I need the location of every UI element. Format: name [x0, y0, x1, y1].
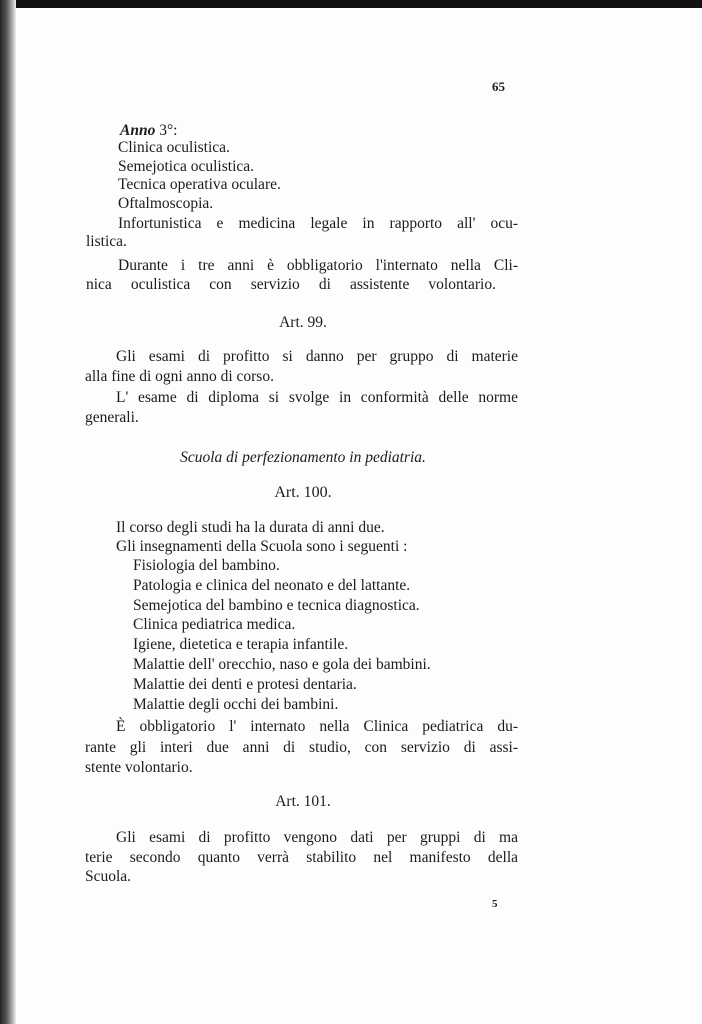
anno-value: 3°:	[159, 122, 178, 139]
course-item: Semejotica del bambino e tecnica diagnostica.	[133, 597, 420, 614]
article-title: Art. 99.	[279, 314, 327, 331]
section-title: Scuola di perfezionamento in pediatria.	[180, 449, 426, 466]
paragraph-line: Gli esami di profitto vengono dati per gruppi di ma	[116, 829, 518, 846]
paragraph-line: alla fine di ogni anno di corso.	[85, 368, 274, 385]
paragraph-line: nica oculistica con servizio di assistente volontario.	[86, 276, 496, 293]
course-item: Malattie dell' orecchio, naso e gola dei bambini.	[133, 656, 431, 673]
paragraph-line: listica.	[86, 233, 127, 250]
paragraph-line: Scuola.	[85, 868, 132, 885]
paragraph-line: stente volontario.	[85, 759, 193, 776]
paragraph-line: Il corso degli studi ha la durata di anni due.	[116, 519, 385, 536]
scan-top-border	[0, 0, 702, 8]
course-item: Igiene, dietetica e terapia infantile.	[133, 636, 349, 653]
article-title: Art. 101.	[275, 793, 331, 810]
paragraph-line: Infortunistica e medicina legale in rapporto all' ocu-	[118, 215, 518, 232]
anno-heading	[120, 122, 177, 140]
anno-label: Anno	[120, 122, 156, 139]
course-item: Malattie degli occhi dei bambini.	[133, 696, 339, 713]
paragraph-line: Gli esami di profitto si danno per gruppo di materie	[116, 348, 518, 365]
article-title: Art. 100.	[274, 484, 332, 501]
course-item: Malattie dei denti e protesi dentaria.	[133, 676, 357, 693]
paragraph-line: terie secondo quanto verrà stabilito nel manifesto della	[85, 849, 518, 866]
anno-item: Clinica oculistica.	[118, 139, 230, 156]
course-item: Clinica pediatrica medica.	[133, 616, 296, 633]
anno-item: Semejotica oculistica.	[118, 158, 255, 175]
paragraph-line: Durante i tre anni è obbligatorio l'internato nella Cli-	[118, 257, 518, 274]
page-number: 65	[492, 79, 505, 94]
anno-item: Oftalmoscopia.	[118, 195, 214, 212]
course-item: Fisiologia del bambino.	[133, 557, 280, 574]
anno-item: Tecnica operativa oculare.	[118, 176, 281, 193]
scan-left-border	[0, 0, 16, 1024]
paragraph-line: rante gli interi due anni di studio, con servizio di assi-	[85, 739, 518, 756]
paragraph-line: Gli insegnamenti della Scuola sono i seguenti :	[116, 538, 408, 555]
course-item: Patologia e clinica del neonato e del lattante.	[133, 577, 411, 594]
paragraph-line: L' esame di diploma si svolge in conformità delle norme	[116, 389, 518, 406]
paragraph-line: generali.	[85, 409, 139, 426]
signature-mark: 5	[492, 898, 498, 910]
paragraph-line: È obbligatorio l' internato nella Clinica pediatrica du-	[116, 718, 518, 735]
